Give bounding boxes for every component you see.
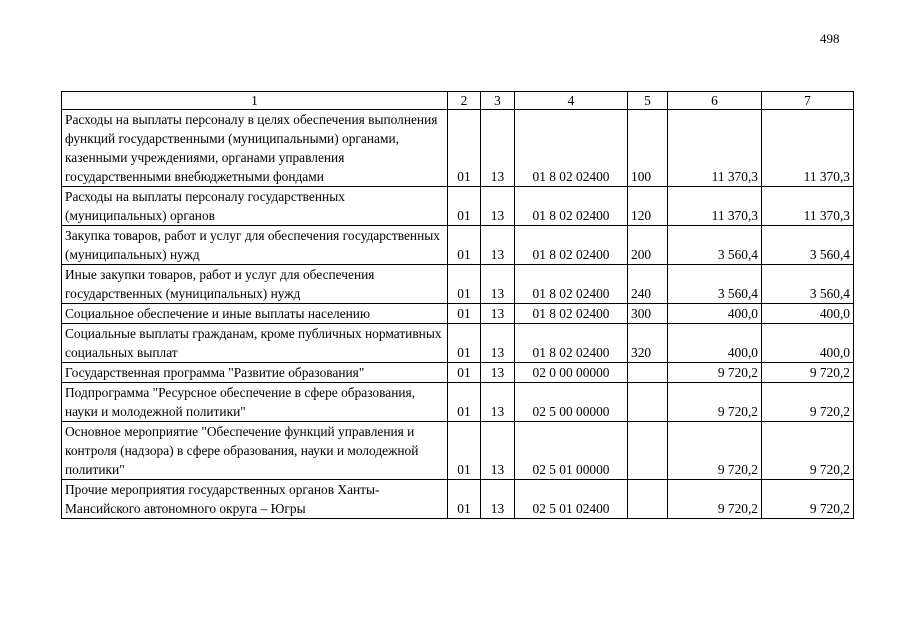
cell-target-code: 01 8 02 02400 (515, 324, 628, 363)
cell-target-code: 01 8 02 02400 (515, 110, 628, 187)
cell-section: 01 (448, 110, 481, 187)
cell-subsection: 13 (481, 480, 515, 519)
cell-subsection: 13 (481, 265, 515, 304)
cell-amount-7: 3 560,4 (762, 226, 854, 265)
page-number: 498 (820, 31, 840, 46)
cell-amount-6: 9 720,2 (668, 480, 762, 519)
cell-expense-type (628, 383, 668, 422)
cell-amount-7: 400,0 (762, 324, 854, 363)
cell-expense-type: 320 (628, 324, 668, 363)
row-name: Закупка товаров, работ и услуг для обеспечения государственных (муниципальных) нужд (62, 226, 448, 265)
cell-amount-7: 11 370,3 (762, 187, 854, 226)
table-row (62, 480, 854, 519)
cell-expense-type (628, 363, 668, 383)
row-name: Основное мероприятие "Обеспечение функций управления и контроля (надзора) в сфере образования, науки и молодежной политики" (62, 422, 448, 480)
cell-amount-6: 3 560,4 (668, 226, 762, 265)
cell-section: 01 (448, 265, 481, 304)
cell-subsection: 13 (481, 363, 515, 383)
cell-section: 01 (448, 187, 481, 226)
cell-amount-6: 9 720,2 (668, 422, 762, 480)
cell-section: 01 (448, 363, 481, 383)
row-name: Государственная программа "Развитие образования" (62, 363, 448, 383)
cell-target-code: 01 8 02 02400 (515, 304, 628, 324)
cell-subsection: 13 (481, 187, 515, 226)
cell-amount-7: 3 560,4 (762, 265, 854, 304)
header-col-3: 3 (481, 92, 515, 110)
cell-expense-type (628, 480, 668, 519)
row-name: Расходы на выплаты персоналу государственных (муниципальных) органов (62, 187, 448, 226)
row-name: Социальное обеспечение и иные выплаты населению (62, 304, 448, 324)
cell-section: 01 (448, 324, 481, 363)
cell-expense-type: 200 (628, 226, 668, 265)
cell-section: 01 (448, 383, 481, 422)
row-name: Иные закупки товаров, работ и услуг для обеспечения государственных (муниципальных) нужд (62, 265, 448, 304)
cell-amount-6: 400,0 (668, 324, 762, 363)
cell-amount-6: 400,0 (668, 304, 762, 324)
header-col-4: 4 (515, 92, 628, 110)
cell-amount-7: 11 370,3 (762, 110, 854, 187)
cell-target-code: 02 0 00 00000 (515, 363, 628, 383)
row-name: Прочие мероприятия государственных органов Ханты-Мансийского автономного округа – Югры (62, 480, 448, 519)
cell-section: 01 (448, 304, 481, 324)
cell-amount-7: 9 720,2 (762, 422, 854, 480)
table-row (62, 363, 854, 383)
cell-amount-6: 9 720,2 (668, 383, 762, 422)
cell-expense-type: 100 (628, 110, 668, 187)
cell-expense-type: 240 (628, 265, 668, 304)
header-col-7: 7 (762, 92, 854, 110)
header-col-2: 2 (448, 92, 481, 110)
cell-amount-6: 9 720,2 (668, 363, 762, 383)
row-name: Подпрограмма "Ресурсное обеспечение в сфере образования, науки и молодежной политики" (62, 383, 448, 422)
cell-amount-6: 11 370,3 (668, 110, 762, 187)
cell-section: 01 (448, 422, 481, 480)
row-name: Расходы на выплаты персоналу в целях обеспечения выполнения функций государственными (муниципальными) органами, казенными учреждениями, органами управления государственными внебюджетными фондами (62, 110, 448, 187)
cell-target-code: 01 8 02 02400 (515, 187, 628, 226)
cell-section: 01 (448, 480, 481, 519)
cell-amount-7: 400,0 (762, 304, 854, 324)
cell-amount-7: 9 720,2 (762, 383, 854, 422)
table-row (62, 304, 854, 324)
cell-target-code: 01 8 02 02400 (515, 265, 628, 304)
cell-amount-7: 9 720,2 (762, 363, 854, 383)
cell-target-code: 02 5 00 00000 (515, 383, 628, 422)
cell-subsection: 13 (481, 422, 515, 480)
budget-table (61, 91, 854, 519)
table-row (62, 187, 854, 226)
table-row (62, 383, 854, 422)
cell-expense-type: 120 (628, 187, 668, 226)
cell-amount-7: 9 720,2 (762, 480, 854, 519)
cell-amount-6: 11 370,3 (668, 187, 762, 226)
cell-amount-6: 3 560,4 (668, 265, 762, 304)
cell-subsection: 13 (481, 226, 515, 265)
table-row (62, 265, 854, 304)
header-row (62, 92, 854, 110)
table-row (62, 324, 854, 363)
cell-subsection: 13 (481, 383, 515, 422)
table-row (62, 110, 854, 187)
cell-expense-type: 300 (628, 304, 668, 324)
row-name: Социальные выплаты гражданам, кроме публичных нормативных социальных выплат (62, 324, 448, 363)
cell-subsection: 13 (481, 324, 515, 363)
header-col-6: 6 (668, 92, 762, 110)
cell-expense-type (628, 422, 668, 480)
table-row (62, 226, 854, 265)
cell-target-code: 01 8 02 02400 (515, 226, 628, 265)
cell-subsection: 13 (481, 304, 515, 324)
header-col-5: 5 (628, 92, 668, 110)
cell-section: 01 (448, 226, 481, 265)
cell-target-code: 02 5 01 02400 (515, 480, 628, 519)
table-row (62, 422, 854, 480)
cell-target-code: 02 5 01 00000 (515, 422, 628, 480)
header-col-1: 1 (62, 92, 448, 110)
cell-subsection: 13 (481, 110, 515, 187)
